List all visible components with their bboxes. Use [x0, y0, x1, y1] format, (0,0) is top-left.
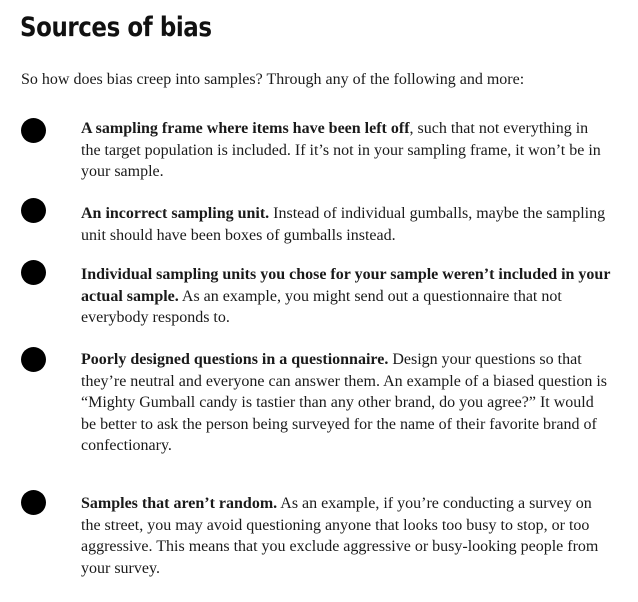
bullet-icon [21, 347, 46, 372]
item-text [81, 493, 611, 579]
item-lead: An incorrect sampling unit. [81, 205, 270, 222]
item-text [81, 118, 611, 183]
item-text [81, 203, 611, 246]
bullet-icon [21, 490, 46, 515]
item-body: , such that not everything in the target population is included. If it’s not in your sampling frame, it won’t be in your sample. [81, 120, 601, 180]
item-text [81, 264, 611, 329]
item-lead: A sampling frame where items have been left off [81, 120, 410, 137]
bullet-icon [21, 260, 46, 285]
item-lead: Individual sampling units you chose for your sample weren’t included in your actual sample. [81, 266, 611, 305]
item-lead: Poorly designed questions in a questionnaire. [81, 351, 389, 368]
bullet-icon [21, 118, 46, 143]
bullet-icon [21, 198, 46, 223]
item-text [81, 349, 611, 457]
item-lead: Samples that aren’t random. [81, 495, 278, 512]
page-title: Sources of bias [20, 12, 212, 43]
item-body: Design your questions so that they’re neutral and everyone can answer them. An example of a biased question is “Mighty Gumball candy is tastier than any other brand, do you agree?” It would be better to ask the person being surveyed for the name of their favorite brand of confectionary. [81, 351, 608, 454]
item-body: Instead of individual gumballs, maybe the sampling unit should have been boxes of gumballs instead. [81, 205, 606, 244]
intro-text: So how does bias creep into samples? Through any of the following and more: [21, 71, 525, 88]
item-body: As an example, you might send out a questionnaire that not everybody responds to. [81, 287, 562, 326]
item-body: As an example, if you’re conducting a survey on the street, you may avoid questioning anyone that looks too busy to stop, or too aggressive. This means that you exclude aggressive or busy-looking people from your survey. [81, 495, 599, 577]
